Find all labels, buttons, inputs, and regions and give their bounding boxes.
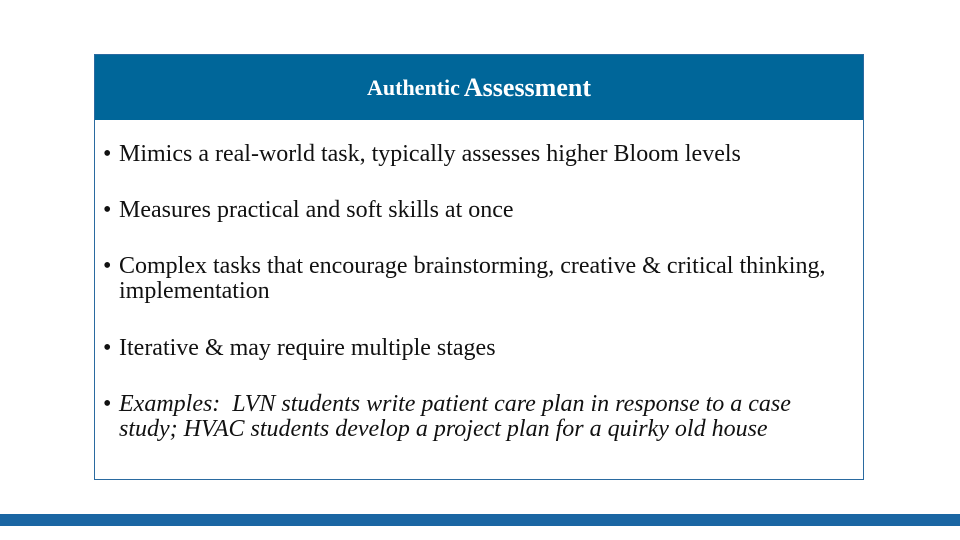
bullet-text: Examples: LVN students write patient care plan in response to a case study; HVAC students develop a project plan for a quirky old house: [119, 391, 797, 442]
bullet-item: [103, 142, 853, 167]
bullet-marker: •: [103, 197, 112, 223]
bullet-marker: •: [103, 253, 112, 279]
bullet-marker: •: [103, 335, 112, 361]
content-card: [94, 54, 864, 480]
title-first-word: Authentic: [367, 74, 460, 100]
bullet-text: Mimics a real-world task, typically assesses higher Bloom levels: [119, 141, 741, 167]
bullet-item: [103, 198, 853, 223]
bottom-accent-bar: [0, 514, 960, 526]
bullet-text: Complex tasks that encourage brainstorming, creative & critical thinking, implementation: [119, 253, 826, 304]
title-second-word: Assessment: [463, 72, 591, 102]
bullet-marker: •: [103, 391, 112, 417]
bullet-text: Measures practical and soft skills at once: [119, 197, 514, 223]
bullet-marker: •: [103, 141, 112, 167]
bullet-text: Iterative & may require multiple stages: [119, 335, 496, 361]
bullet-item: [103, 336, 853, 361]
bullet-item-examples: [103, 392, 853, 442]
bullet-item: [103, 254, 853, 304]
card-header: [95, 55, 863, 120]
